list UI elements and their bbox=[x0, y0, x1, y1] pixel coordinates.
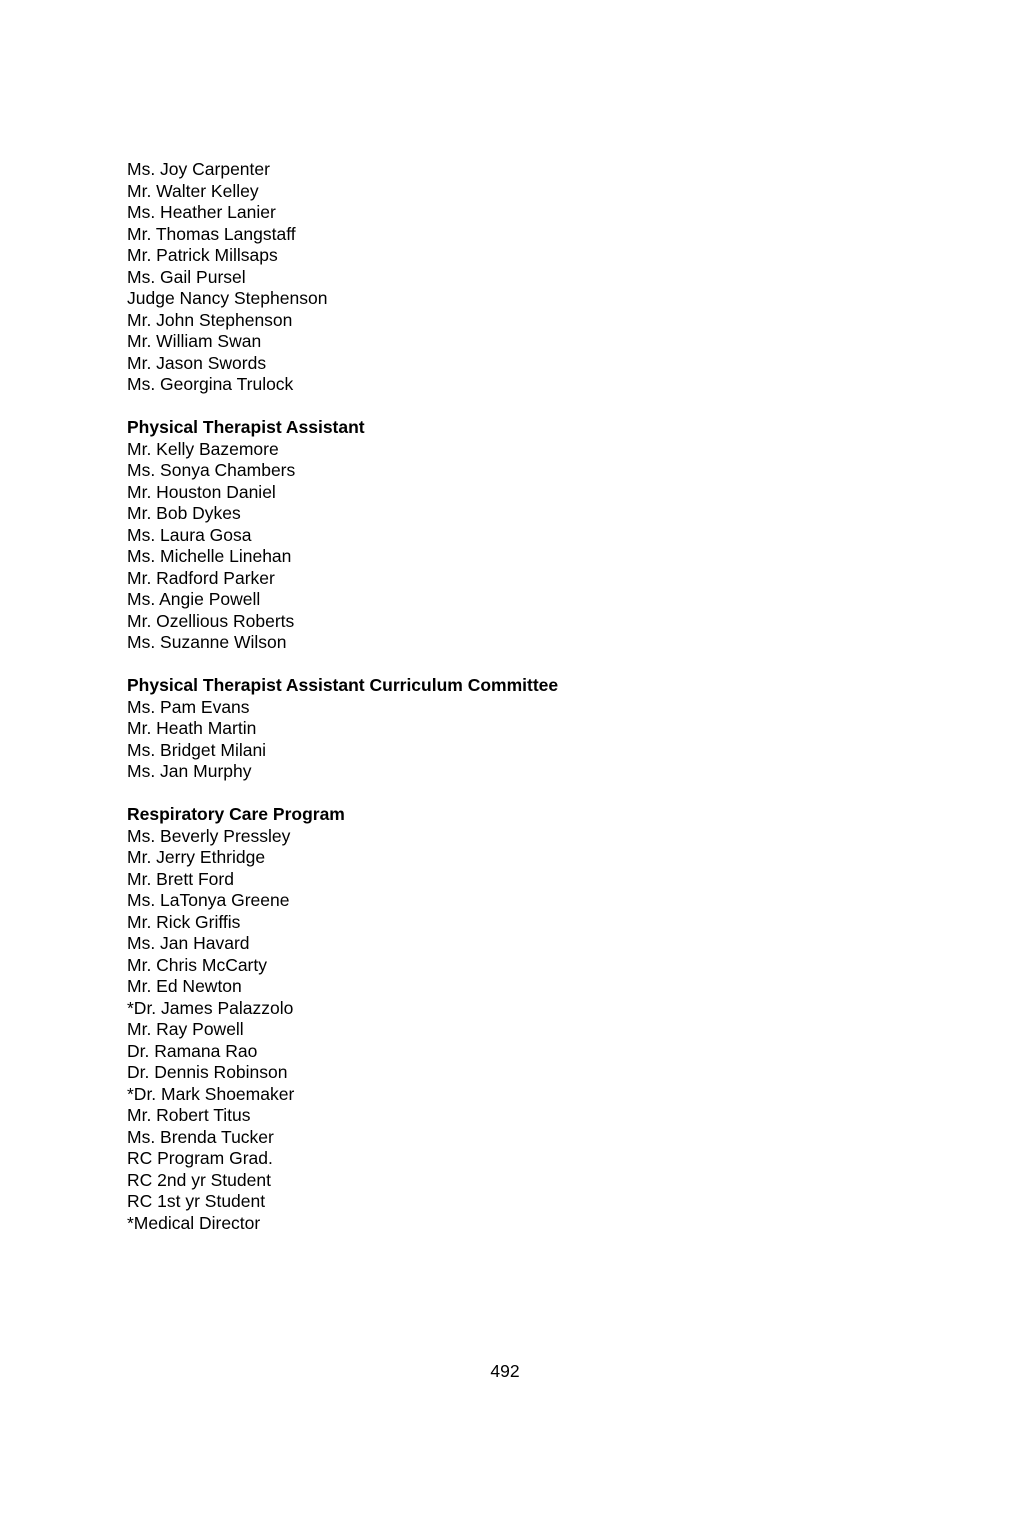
member-name: Mr. Jerry Ethridge bbox=[127, 847, 266, 867]
member-name: Dr. Ramana Rao bbox=[127, 1040, 258, 1061]
section-committee-members bbox=[127, 159, 887, 396]
section-pta-curriculum-committee bbox=[127, 675, 887, 783]
member-name: Judge Nancy Stephenson bbox=[127, 288, 328, 308]
member-name: Ms. Suzanne Wilson bbox=[127, 632, 287, 652]
member-name: Ms. Michelle Linehan bbox=[127, 546, 292, 566]
member-name: *Dr. Mark Shoemaker bbox=[127, 1083, 295, 1104]
member-name: Mr. Radford Parker bbox=[127, 567, 275, 588]
member-name: Mr. Jason Swords bbox=[127, 352, 267, 373]
page-number: 492 bbox=[490, 1361, 520, 1381]
member-name: Ms. Beverly Pressley bbox=[127, 825, 291, 846]
member-name: Ms. Gail Pursel bbox=[127, 266, 246, 287]
member-name: Ms. LaTonya Greene bbox=[127, 890, 290, 910]
member-name: Ms. Jan Havard bbox=[127, 933, 250, 953]
member-name: Mr. Patrick Millsaps bbox=[127, 245, 278, 265]
member-name: Mr. Thomas Langstaff bbox=[127, 223, 296, 244]
member-name: Ms. Georgina Trulock bbox=[127, 374, 294, 394]
member-name: Ms. Angie Powell bbox=[127, 589, 261, 609]
member-name: Ms. Joy Carpenter bbox=[127, 159, 270, 179]
member-name: *Dr. James Palazzolo bbox=[127, 997, 294, 1018]
name-list bbox=[127, 439, 887, 654]
member-name: Mr. Robert Titus bbox=[127, 1105, 251, 1125]
member-name: Mr. Brett Ford bbox=[127, 868, 234, 889]
member-name: Mr. Chris McCarty bbox=[127, 954, 267, 975]
member-name: Mr. Walter Kelley bbox=[127, 180, 259, 201]
member-name: Mr. Heath Martin bbox=[127, 718, 257, 738]
member-name: Ms. Jan Murphy bbox=[127, 761, 252, 781]
member-name: Ms. Pam Evans bbox=[127, 696, 250, 717]
section-heading: Respiratory Care Program bbox=[127, 804, 345, 824]
member-name: Mr. Ray Powell bbox=[127, 1019, 244, 1039]
member-name: Ms. Heather Lanier bbox=[127, 202, 276, 222]
member-name: Mr. Rick Griffis bbox=[127, 911, 241, 932]
section-heading: Physical Therapist Assistant bbox=[127, 417, 365, 437]
name-list bbox=[127, 697, 887, 783]
member-name: Ms. Bridget Milani bbox=[127, 739, 267, 760]
name-list bbox=[127, 159, 887, 396]
member-name: Mr. Kelly Bazemore bbox=[127, 438, 279, 459]
section-heading: Physical Therapist Assistant Curriculum Committee bbox=[127, 675, 559, 695]
member-name: Ms. Laura Gosa bbox=[127, 524, 252, 545]
member-name: Ms. Sonya Chambers bbox=[127, 460, 296, 480]
member-name: RC 1st yr Student bbox=[127, 1191, 266, 1211]
member-name: Mr. William Swan bbox=[127, 331, 262, 351]
member-name: Ms. Brenda Tucker bbox=[127, 1126, 274, 1147]
document-body bbox=[127, 159, 887, 1256]
name-list bbox=[127, 826, 887, 1235]
section-respiratory-care-program bbox=[127, 804, 887, 1234]
member-name: Mr. Houston Daniel bbox=[127, 481, 276, 502]
member-name: Mr. Ed Newton bbox=[127, 976, 242, 996]
member-name: Dr. Dennis Robinson bbox=[127, 1062, 288, 1082]
member-name: RC Program Grad. bbox=[127, 1148, 273, 1168]
member-name: Mr. John Stephenson bbox=[127, 309, 293, 330]
member-name: *Medical Director bbox=[127, 1212, 261, 1233]
member-name: Mr. Bob Dykes bbox=[127, 503, 241, 523]
section-physical-therapist-assistant bbox=[127, 417, 887, 654]
member-name: RC 2nd yr Student bbox=[127, 1169, 271, 1190]
member-name: Mr. Ozellious Roberts bbox=[127, 610, 295, 631]
